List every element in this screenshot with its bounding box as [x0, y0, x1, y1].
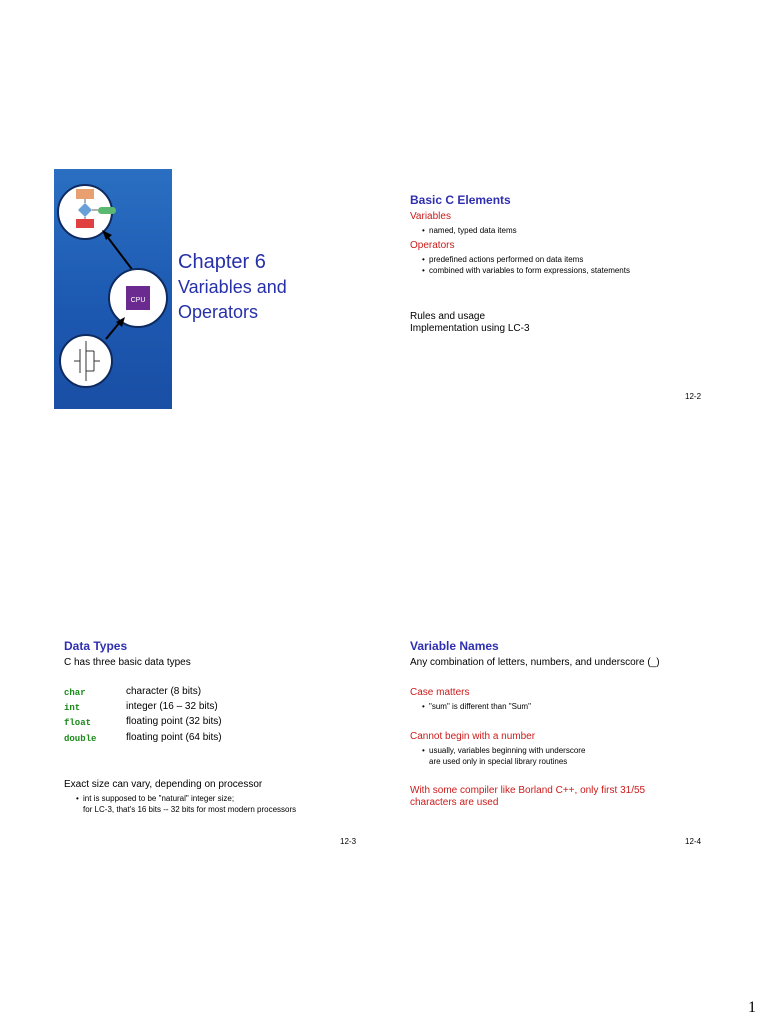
slide3-heading: Data Types: [64, 639, 128, 653]
slide2-heading: Basic C Elements: [410, 193, 511, 207]
document-page-number: 1: [748, 999, 756, 1016]
implementation-line: Implementation using LC-3: [410, 323, 530, 334]
variables-bullet: • named, typed data items: [422, 225, 517, 236]
begin-bullets: [422, 745, 585, 767]
size-note: Exact size can vary, depending on processor: [64, 779, 263, 790]
operators-bullet: • combined with variables to form expressions, statements: [422, 265, 630, 276]
cover-illustration: [54, 169, 172, 409]
type-keyword: int: [64, 703, 81, 713]
borland-line1: With some compiler like Borland C++, only first 31/55: [410, 785, 646, 796]
type-keyword: char: [64, 688, 86, 698]
type-keyword: double: [64, 734, 97, 744]
slide4-heading: Variable Names: [410, 639, 499, 653]
borland-note: [410, 785, 645, 809]
begin-number-label: Cannot begin with a number: [410, 731, 536, 742]
slide2-page-number: 12-2: [685, 392, 702, 401]
slide3-page-number: 12-3: [340, 837, 357, 846]
type-description: floating point (64 bits): [126, 732, 222, 743]
case-matters-label: Case matters: [410, 687, 470, 698]
rules-line: Rules and usage: [410, 311, 486, 322]
type-description: character (8 bits): [126, 686, 202, 697]
variables-label: Variables: [410, 211, 451, 222]
type-description: integer (16 – 32 bits): [126, 701, 218, 712]
data-types-intro: C has three basic data types: [64, 657, 191, 668]
chapter-number: Chapter 6: [178, 251, 266, 273]
size-note-line1: int is supposed to be "natural" integer size;: [83, 794, 235, 803]
operators-label: Operators: [410, 240, 455, 251]
slide4-page-number: 12-4: [685, 837, 702, 846]
borland-line2: characters are used: [410, 797, 499, 808]
case-bullets: [422, 701, 531, 712]
begin-bullet-line2: are used only in special library routines: [429, 757, 568, 766]
cpu-chip-label: CPU: [130, 297, 146, 304]
size-note-line2: for LC-3, that's 16 bits -- 32 bits for most modern processors: [83, 805, 297, 814]
operators-bullets: [422, 254, 630, 276]
case-bullet: • "sum" is different than "Sum": [422, 701, 531, 712]
abstraction-diagram: [54, 169, 172, 409]
chapter-subtitle-line1: Variables and: [178, 277, 287, 297]
variable-names-intro: Any combination of letters, numbers, and underscore (_): [410, 657, 660, 668]
type-description: floating point (32 bits): [126, 716, 222, 727]
size-note-bullets: [76, 793, 296, 815]
size-note-bullet: [76, 793, 296, 815]
begin-bullet-line1: usually, variables beginning with underscore: [429, 746, 586, 755]
chapter-title: [178, 249, 287, 325]
operators-bullet: • predefined actions performed on data items: [422, 254, 630, 265]
begin-bullet: [422, 745, 585, 767]
type-keyword: float: [64, 718, 92, 728]
chapter-subtitle-line2: Operators: [178, 302, 259, 322]
variables-bullets: [422, 225, 517, 236]
